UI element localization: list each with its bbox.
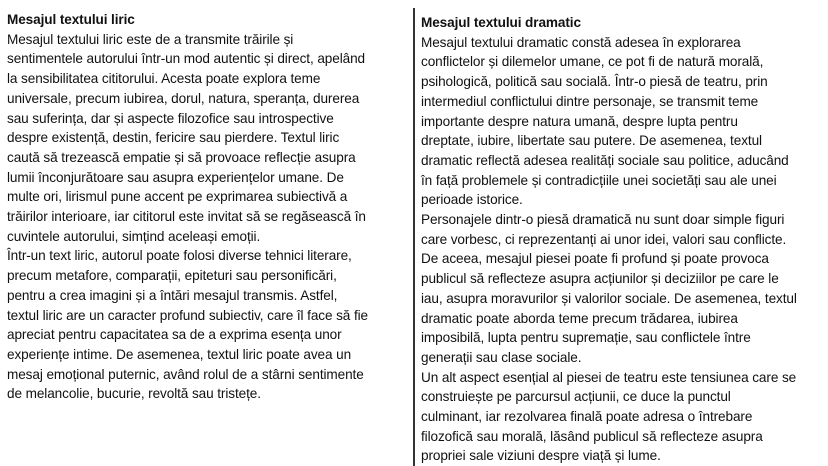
text-line: dramatic poate aborda teme precum trădarea, iubirea — [421, 310, 738, 326]
text-line: la sensibilitatea cititorului. Acesta poate explora teme — [7, 71, 321, 87]
text-line: despre existență, destin, fericire sau pierdere. Textul liric — [7, 130, 340, 146]
text-line: Mesajul textului liric este de a transmite trăirile și — [7, 31, 294, 47]
text-line: intermediul conflictului dintre personaje, se transmit teme — [421, 93, 759, 109]
text-line: generații sau clase sociale. — [421, 349, 582, 365]
text-line: lumii înconjurătoare sau asupra experiențelor umane. De — [7, 169, 344, 185]
column-divider — [413, 8, 415, 466]
text-line: dramatic reflectă adesea realități sociale sau politice, aducând — [421, 152, 789, 168]
text-line: textul liric are un caracter profund subiectiv, care îl face să fie — [7, 307, 369, 323]
dramatic-text-column — [421, 13, 797, 466]
text-line: caută să trezească empatie și să provoace reflecție asupra — [7, 149, 356, 165]
text-line: precum metafore, comparații, epiteturi sau personificări, — [7, 268, 337, 284]
lyric-text-column — [7, 10, 368, 404]
text-line: importante despre natura umană, despre lupta pentru — [421, 113, 738, 129]
text-line: trăirilor interioare, iar cititorul este invitat să se regăsească în — [7, 209, 366, 225]
text-line: filozofică sau morală, lăsând publicul să reflecteze asupra — [421, 428, 763, 444]
text-line: mesaj emoțional puternic, având rolul de a stârni sentimente — [7, 366, 364, 382]
text-line: perioade istorice. — [421, 192, 523, 208]
text-line: Într-un text liric, autorul poate folosi diverse tehnici literare, — [7, 248, 352, 264]
text-line: Un alt aspect esențial al piesei de teatru este tensiunea care se — [421, 369, 797, 385]
dramatic-section-title: Mesajul textului dramatic — [421, 15, 581, 30]
text-line: De aceea, mesajul piesei poate fi profund și poate provoca — [421, 251, 769, 267]
text-line: experiențe intime. De asemenea, textul liric poate avea un — [7, 346, 352, 362]
text-line: în față problemele și contradicțiile unei societăți sau ale unei — [421, 172, 777, 188]
text-line: sau suferința, dar și aspecte filozofice sau introspective — [7, 110, 334, 126]
text-line: imposibilă, lupta pentru supremație, sau conflictele între — [421, 330, 751, 346]
text-line: construiește pe parcursul acțiunii, ce duce la punctul — [421, 389, 731, 405]
text-line: iau, asupra moravurilor și valorilor sociale. De asemenea, textul — [421, 290, 797, 306]
text-line: culminant, iar rezolvarea finală poate adresa o întrebare — [421, 409, 753, 425]
text-line: universale, precum iubirea, dorul, natura, speranța, durerea — [7, 90, 360, 106]
text-line: care vorbesc, ci reprezentanți ai unor idei, valori sau conflicte. — [421, 231, 787, 247]
text-line: conflictelor și dilemelor umane, ce pot fi de natură morală, — [421, 54, 764, 70]
text-line: Mesajul textului dramatic constă adesea în explorarea — [421, 34, 741, 50]
lyric-section-body — [7, 30, 368, 404]
text-line: propriei sale viziuni despre viață și lume. — [421, 448, 661, 464]
text-line: de melancolie, bucurie, revoltă sau tristețe. — [7, 386, 261, 402]
text-line: cuvintele autorului, simțind aceleași emoții. — [7, 228, 261, 244]
text-line: sentimentele autorului într-un mod autentic și direct, apelând — [7, 51, 366, 67]
text-line: publicul să reflecteze asupra acțiunilor și deciziilor pe care le — [421, 271, 779, 287]
text-line: dreptate, iubire, libertate sau putere. De asemenea, textul — [421, 133, 762, 149]
text-line: apreciat pentru capacitatea sa de a exprima esența unor — [7, 327, 342, 343]
text-line: pentru a crea imagini și a întări mesajul transmis. Astfel, — [7, 287, 338, 303]
text-line: multe ori, lirismul pune accent pe exprimarea subiectivă a — [7, 189, 348, 205]
lyric-section-title: Mesajul textului liric — [7, 12, 135, 27]
text-line: Personajele dintr-o piesă dramatică nu sunt doar simple figuri — [421, 212, 785, 228]
text-line: psihologică, politică sau socială. Într-o piesă de teatru, prin — [421, 74, 768, 90]
dramatic-section-body — [421, 33, 797, 466]
